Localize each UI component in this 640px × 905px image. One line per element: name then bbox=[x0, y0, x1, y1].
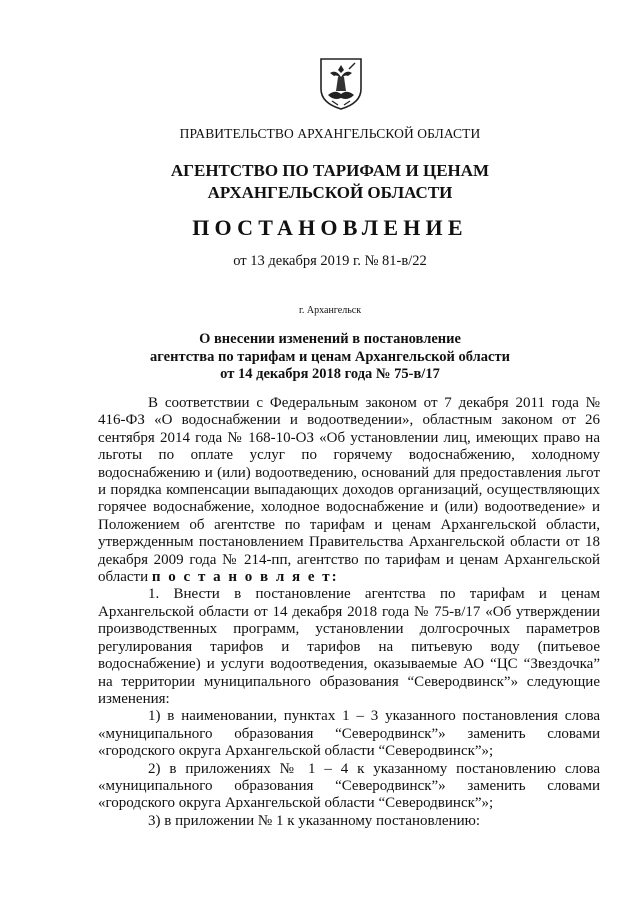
document-date-number: от 13 декабря 2019 г. № 81-в/22 bbox=[233, 253, 427, 269]
agency-name bbox=[80, 160, 580, 204]
subitem-2: 2) в приложениях № 1 – 4 к указанному постановлению слова «муниципального образования “Северодвинск”» заменить словами «городского округа Архангельской области “Северодвинск”»; bbox=[98, 760, 600, 812]
item-1: 1. Внести в постановление агентства по тарифам и ценам Архангельской области от 14 декабря 2018 года № 75-в/17 «Об утверждении производственных программ, установлении долгосрочных параметров регулирования тарифов и тарифов на питьевую воду (питьевое водоснабжение) и услуги водоотведения, оказываемые АО “ЦС “Звездочка” на территории муниципального образования “Северодвинск”» следующие изменения: bbox=[98, 586, 600, 707]
agency-name-line1: АГЕНТСТВО ПО ТАРИФАМ И ЦЕНАМ bbox=[170, 161, 490, 180]
coat-of-arms-icon bbox=[318, 57, 364, 111]
agency-name-line2: АРХАНГЕЛЬСКОЙ ОБЛАСТИ bbox=[207, 183, 453, 202]
subject-line2: агентства по тарифам и ценам Архангельской области bbox=[150, 348, 510, 365]
document-body bbox=[98, 395, 600, 830]
subject-line1: О внесении изменений в постановление bbox=[199, 331, 461, 347]
decree-word: п о с т а н о в л я е т: bbox=[151, 569, 339, 586]
document-city: г. Архангельск bbox=[298, 305, 362, 316]
subitem-3: 3) в приложении № 1 к указанному постановлению: bbox=[148, 812, 480, 829]
subitem-1: 1) в наименовании, пунктах 1 – 3 указанного постановления слова «муниципального образования “Северодвинск”» заменить словами «городского округа Архангельской области “Северодвинск”»; bbox=[98, 708, 600, 760]
preamble-text: В соответствии с Федеральным законом от 7 декабря 2011 года № 416-ФЗ «О водоснабжении и водоотведении», областным законом от 26 сентября 2014 года № 168-10-ОЗ «Об установлении лиц, имеющих право на льготы по оплате услуг по горячему водоснабжению, холодному водоснабжению и (или) водоотведению, оснований для предоставления льгот и порядка компенсации выпадающих доходов организаций, осуществляющих горячее водоснабжение, холодное водоснабжение и (или) водоотведение» и Положением об агентстве по тарифам и ценам Архангельской области, утвержденным постановлением Правительства Архангельской области от 18 декабря 2009 года № 214-пп, агентство по тарифам и ценам Архангельской области bbox=[98, 395, 600, 586]
document-subject bbox=[80, 331, 580, 384]
document-type: ПОСТАНОВЛЕНИЕ bbox=[192, 215, 468, 240]
government-name: ПРАВИТЕЛЬСТВО АРХАНГЕЛЬСКОЙ ОБЛАСТИ bbox=[179, 126, 481, 141]
preamble-paragraph bbox=[98, 395, 600, 586]
subject-line3: от 14 декабря 2018 года № 75-в/17 bbox=[220, 366, 440, 382]
